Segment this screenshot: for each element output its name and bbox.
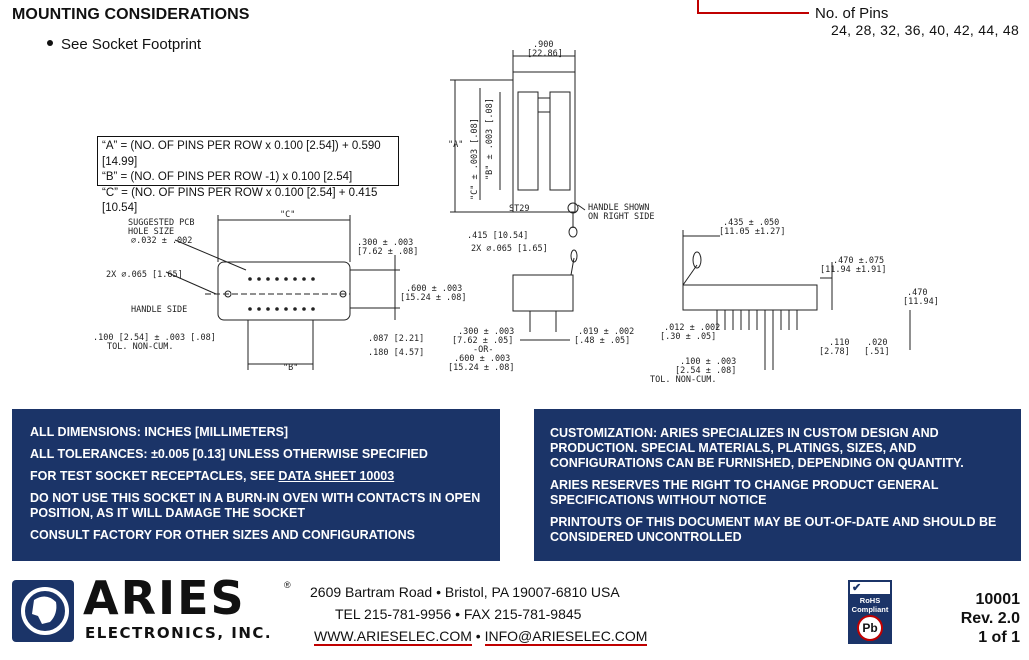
data-sheet-link[interactable]: DATA SHEET 10003 bbox=[278, 469, 395, 483]
dim-900: .900 bbox=[533, 40, 554, 50]
tol-noncum-b: TOL. NON-CUM. bbox=[650, 375, 717, 385]
section-title: MOUNTING CONSIDERATIONS bbox=[12, 6, 250, 23]
company-address: 2609 Bartram Road • Bristol, PA 19007-6810 USA bbox=[310, 584, 620, 600]
dim-900-mm: [22.86] bbox=[527, 49, 563, 59]
dim-b: "B" bbox=[283, 363, 299, 373]
bullet-text: See Socket Footprint bbox=[61, 36, 202, 53]
notes-panel-left bbox=[12, 409, 500, 561]
dim-087: .087 [2.21] bbox=[368, 334, 425, 344]
dim-100b: .100 ± .003 bbox=[680, 357, 737, 367]
handle-shown-label: HANDLE SHOWN bbox=[588, 203, 650, 213]
formula-a: “A” = (NO. OF PINS PER ROW x 0.100 [2.54]) + 0.590 [14.99] bbox=[102, 140, 381, 168]
dim-c: "C" bbox=[280, 210, 296, 220]
logo-subtitle: ELECTRONICS, INC. bbox=[85, 624, 273, 642]
dim-2x065-a: 2X ∅.065 [1.65] bbox=[471, 244, 548, 254]
formula-c: “C” = (NO. OF PINS PER ROW x 0.100 [2.54] + 0.415 [10.54] bbox=[102, 186, 378, 214]
dim-a: "A" bbox=[448, 140, 464, 150]
suggested-pcb-label: SUGGESTED PCB bbox=[128, 218, 195, 228]
dim-600b: .600 ± .003 bbox=[454, 354, 511, 364]
dim-019: .019 ± .002 bbox=[578, 327, 635, 337]
dim-300a: .300 ± .003 bbox=[357, 238, 414, 248]
handle-side-label: HANDLE SIDE bbox=[131, 305, 188, 315]
aries-logo-icon bbox=[12, 580, 74, 642]
logo-wordmark: ARIES bbox=[83, 571, 246, 625]
dim-470b: .470 bbox=[907, 288, 928, 298]
notes-panel-right bbox=[534, 409, 1021, 561]
dim-470a-mm: [11.94 ±1.91] bbox=[820, 265, 887, 275]
note-printouts: PRINTOUTS OF THIS DOCUMENT MAY BE OUT-OF-DATE AND SHOULD BE CONSIDERED UNCONTROLLED bbox=[550, 515, 997, 544]
dim-110: .110 bbox=[829, 338, 850, 348]
dim-470a: .470 ±.075 bbox=[833, 256, 885, 266]
company-links bbox=[314, 628, 647, 644]
dim-600a-mm: [15.24 ± .08] bbox=[400, 293, 467, 303]
link-separator: • bbox=[471, 628, 485, 644]
dim-435: .435 ± .050 bbox=[723, 218, 780, 228]
socket-contact-rows bbox=[518, 92, 570, 190]
dim-435-mm: [11.05 ±1.27] bbox=[719, 227, 786, 237]
hole-size-label: HOLE SIZE bbox=[128, 227, 175, 237]
socket-side-view bbox=[513, 275, 573, 311]
website-link[interactable]: WWW.ARIESELEC.COM bbox=[314, 628, 472, 644]
socket-profile-view bbox=[683, 285, 817, 310]
dim-415: .415 [10.54] bbox=[467, 231, 529, 241]
dim-100-tol: .100 [2.54] ± .003 [.08] bbox=[93, 333, 216, 343]
rohs-badge bbox=[848, 580, 892, 644]
rohs-label: RoHS bbox=[859, 596, 881, 605]
dim-470b-mm: [11.94] bbox=[903, 297, 939, 307]
logo-head-icon bbox=[12, 580, 74, 642]
dim-100b-mm: [2.54 ± .08] bbox=[675, 366, 737, 376]
note-test-socket bbox=[30, 469, 482, 484]
dim-019-mm: [.48 ± .05] bbox=[574, 336, 631, 346]
part-number: 10001 bbox=[975, 591, 1020, 608]
pcb-footprint bbox=[218, 262, 350, 320]
revision: Rev. 2.0 bbox=[960, 610, 1020, 627]
dim-300a-mm: [7.62 ± .08] bbox=[357, 247, 419, 257]
note-burn-in: DO NOT USE THIS SOCKET IN A BURN-IN OVEN WITH CONTACTS IN OPEN POSITION, AS IT WILL DAMAGE THE SOCKET bbox=[30, 491, 481, 520]
pb-label: Pb bbox=[862, 621, 878, 635]
pins-title: No. of Pins bbox=[815, 5, 889, 22]
dim-300b-mm: [7.62 ± .05] bbox=[452, 336, 514, 346]
document-info bbox=[961, 590, 1020, 647]
note-reserves: ARIES RESERVES THE RIGHT TO CHANGE PRODUCT GENERAL SPECIFICATIONS WITHOUT NOTICE bbox=[550, 478, 939, 507]
formula-b: “B” = (NO. OF PINS PER ROW -1) x 0.100 [2.54] bbox=[102, 171, 353, 183]
note-dimensions: ALL DIMENSIONS: INCHES [MILLIMETERS] bbox=[30, 425, 289, 439]
hole-dia-label: ∅.032 ± .002 bbox=[131, 236, 193, 246]
pins-values: 24, 28, 32, 36, 40, 42, 44, 48 bbox=[831, 22, 1020, 38]
dim-110-mm: [2.78] bbox=[819, 347, 850, 357]
note-tolerances: ALL TOLERANCES: ±0.005 [0.13] UNLESS OTHERWISE SPECIFIED bbox=[30, 447, 428, 461]
checkmark-icon: ✔ bbox=[850, 582, 890, 594]
rohs-sub: Compliant bbox=[851, 605, 889, 614]
dim-c-tol: "C" ± .003 [.08] bbox=[470, 118, 480, 200]
note-customization: CUSTOMIZATION: ARIES SPECIALIZES IN CUSTOM DESIGN AND PRODUCTION. SPECIAL MATERIALS, PLATINGS, SIZES, AND CONFIGURATIONS CAN BE FURNISHED, DEPENDING ON QUANTITY. bbox=[550, 426, 964, 470]
company-phone: TEL 215-781-9956 • FAX 215-781-9845 bbox=[335, 606, 582, 622]
dim-020: .020 bbox=[867, 338, 888, 348]
on-right-side-label: ON RIGHT SIDE bbox=[588, 212, 655, 222]
email-link[interactable]: INFO@ARIESELEC.COM bbox=[484, 628, 648, 644]
socket-top-view bbox=[513, 72, 575, 212]
note-consult: CONSULT FACTORY FOR OTHER SIZES AND CONFIGURATIONS bbox=[30, 528, 415, 542]
tol-noncum-a: TOL. NON-CUM. bbox=[107, 342, 174, 352]
registered-mark: ® bbox=[284, 580, 291, 590]
dim-2x065-b: 2X ∅.065 [1.65] bbox=[106, 270, 183, 280]
no-lead-icon bbox=[857, 615, 883, 641]
page-number: 1 of 1 bbox=[978, 629, 1020, 646]
dim-600b-mm: [15.24 ± .08] bbox=[448, 363, 515, 373]
dim-180: .180 [4.57] bbox=[368, 348, 425, 358]
dim-012-mm: [.30 ± .05] bbox=[660, 332, 717, 342]
dim-600a: .600 ± .003 bbox=[406, 284, 463, 294]
dim-012: .012 ± .002 bbox=[664, 323, 721, 333]
or-label: -OR- bbox=[473, 345, 494, 355]
dim-b-tol: "B" ± .003 [.08] bbox=[485, 98, 495, 180]
st29-label: ST29 bbox=[509, 204, 530, 214]
note-test-socket-text: FOR TEST SOCKET RECEPTACLES, SEE bbox=[30, 469, 279, 483]
dim-020-mm: [.51] bbox=[864, 347, 890, 357]
dim-300b: .300 ± .003 bbox=[458, 327, 515, 337]
